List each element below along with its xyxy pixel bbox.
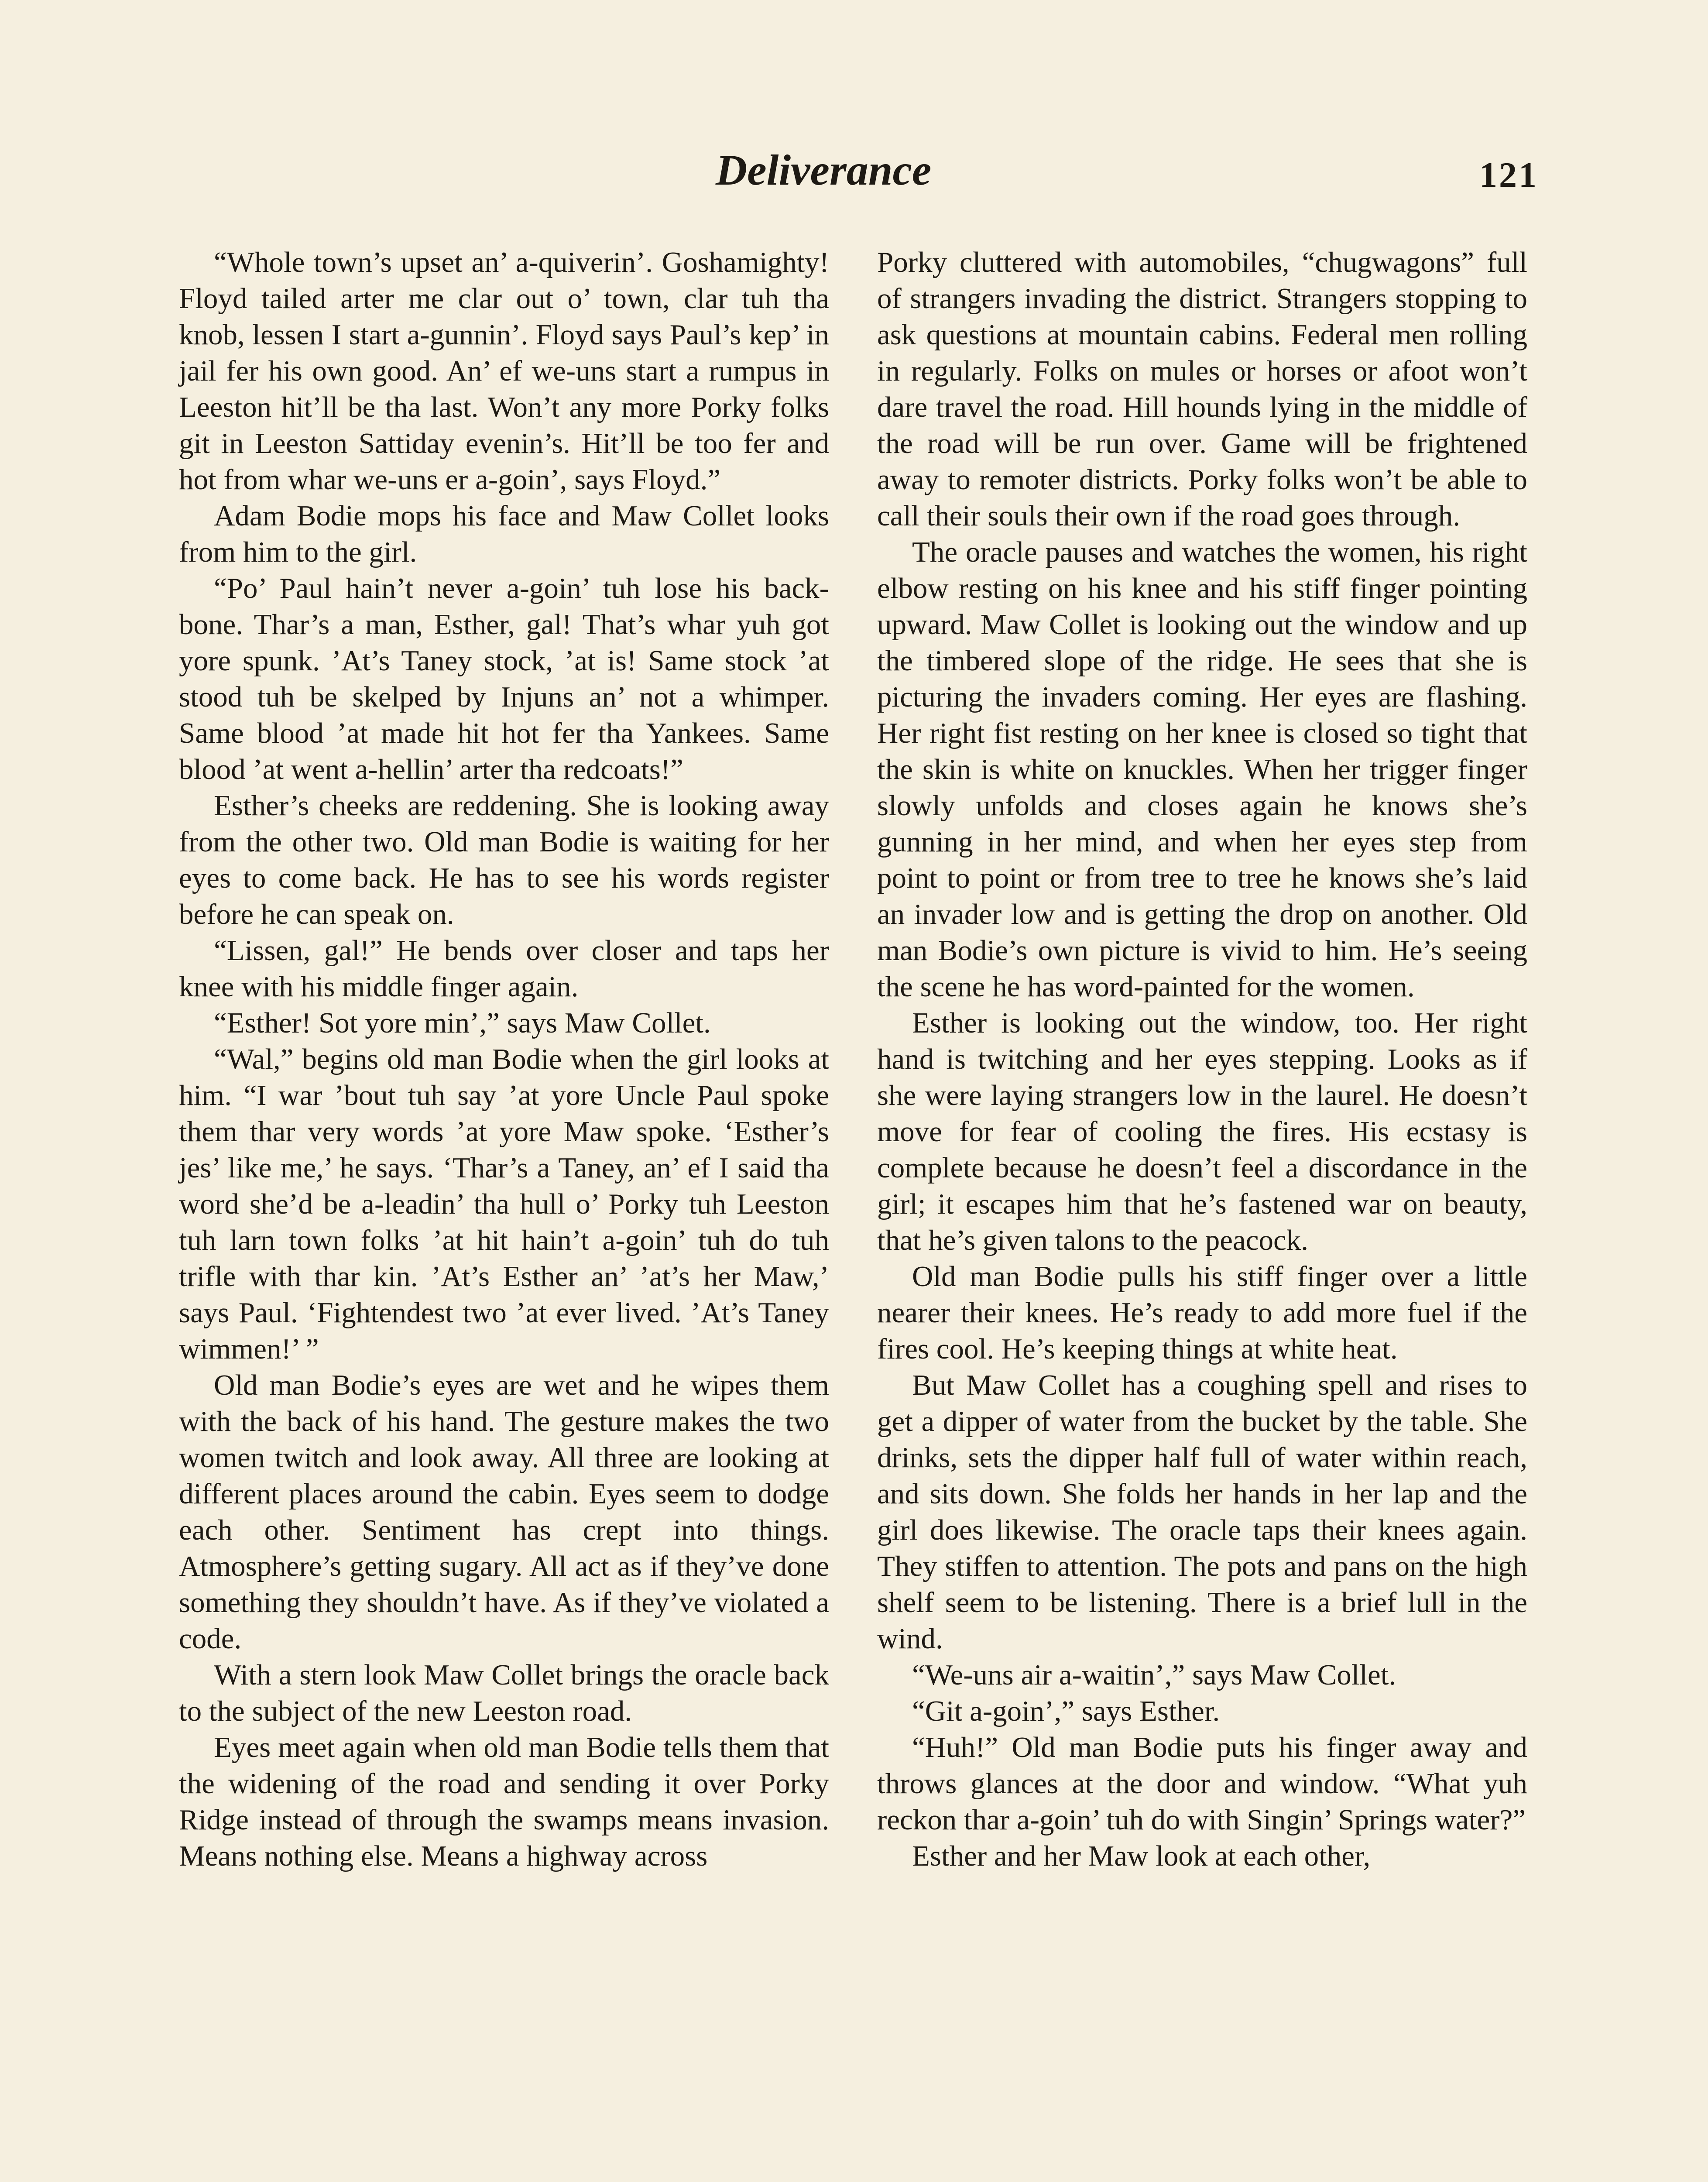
- page-number: 121: [1479, 155, 1538, 195]
- paragraph-continuation: Porky cluttered with automobiles, “chugwagons” full of strangers invading the district. Strangers stopping to ask questions at mountain cabins. Federal men rolling in regularly. Folks on mules or horses or afoot won’t dare travel the road. Hill hounds lying in the middle of the road will be run over. Game will be frightened away to remoter districts. Porky folks won’t be able to call their souls their own if the road goes through.: [877, 246, 1527, 532]
- paragraph: Esther and her Maw look at each other,: [912, 1840, 1371, 1872]
- left-column: [179, 244, 829, 1874]
- paragraph: Esther is looking out the window, too. Her right hand is twitching and her eyes stepping. Looks as if she were laying strangers low in the laurel. He doesn’t move for fear of cooling the fires. His ecstasy is complete because he doesn’t feel a discordance in the girl; it escapes him that he’s fastened war on beauty, that he’s given talons to the peacock.: [877, 1007, 1527, 1256]
- paragraph: Old man Bodie pulls his stiff finger over a little nearer their knees. He’s ready to add more fuel if the fires cool. He’s keeping things at white heat.: [877, 1260, 1527, 1365]
- paragraph: “Lissen, gal!” He bends over closer and taps her knee with his middle finger again.: [179, 934, 829, 1003]
- paragraph: Esther’s cheeks are reddening. She is looking away from the other two. Old man Bodie is waiting for her eyes to come back. He has to see his words register before he can speak on.: [179, 789, 829, 930]
- paragraph: “Git a-goin’,” says Esther.: [912, 1695, 1220, 1727]
- paragraph: “Po’ Paul hain’t never a-goin’ tuh lose his back-bone. Thar’s a man, Esther, gal! That’s whar yuh got yore spunk. ’At’s Taney stock, ’at is! Same stock ’at stood tuh be skelped by Injuns an’ not a whimper. Same blood ’at made hit hot fer tha Yankees. Same blood ’at went a-hellin’ arter tha redcoats!”: [179, 572, 829, 786]
- paragraph: The oracle pauses and watches the women, his right elbow resting on his knee and his stiff finger pointing upward. Maw Collet is looking out the window and up the timbered slope of the ridge. He sees that she is picturing the invaders coming. Her eyes are flashing. Her right fist resting on her knee is closed so tight that the skin is white on knuckles. When her trigger finger slowly unfolds and closes again he knows she’s gunning in her mind, and when her eyes step from point to point or from tree to tree he knows she’s laid an invader low and is getting the drop on another. Old man Bodie’s own picture is vivid to him. He’s seeing the scene he has word-painted for the women.: [877, 536, 1527, 1003]
- paragraph: “Esther! Sot yore min’,” says Maw Collet.: [214, 1007, 711, 1039]
- paragraph: “Huh!” Old man Bodie puts his finger away and throws glances at the door and window. “What yuh reckon thar a-goin’ tuh do with Singin’ Springs water?”: [877, 1731, 1527, 1836]
- right-column: [877, 244, 1527, 1874]
- paragraph: Eyes meet again when old man Bodie tells them that the widening of the road and sending it over Porky Ridge instead of through the swamps means invasion. Means nothing else. Means a highway across: [179, 1731, 829, 1872]
- paragraph: “We-uns air a-waitin’,” says Maw Collet.: [912, 1659, 1396, 1691]
- paragraph: “Wal,” begins old man Bodie when the girl looks at him. “I war ’bout tuh say ’at yore Uncle Paul spoke them thar very words ’at yore Maw spoke. ‘Esther’s jes’ like me,’ he says. ‘Thar’s a Taney, an’ ef I said tha word she’d be a-leadin’ tha hull o’ Porky tuh Leeston tuh larn town folks ’at hit hain’t a-goin’ tuh do tuh trifle with thar kin. ’At’s Esther an’ ’at’s her Maw,’ says Paul. ‘Fightendest two ’at ever lived. ’At’s Taney wimmen!’ ”: [179, 1043, 829, 1365]
- paragraph: With a stern look Maw Collet brings the oracle back to the subject of the new Leeston road.: [179, 1659, 829, 1727]
- page-title: Deliverance: [716, 146, 932, 194]
- paragraph: “Whole town’s upset an’ a-quiverin’. Goshamighty! Floyd tailed arter me clar out o’ town, clar tuh tha knob, lessen I start a-gunnin’. Floyd says Paul’s kep’ in jail fer his own good. An’ ef we-uns start a rumpus in Leeston hit’ll be tha last. Won’t any more Porky folks git in Leeston Sattiday evenin’s. Hit’ll be too fer and hot from whar we-uns er a-goin’, says Floyd.”: [179, 246, 829, 496]
- paragraph: Adam Bodie mops his face and Maw Collet looks from him to the girl.: [179, 500, 829, 568]
- paragraph: Old man Bodie’s eyes are wet and he wipes them with the back of his hand. The gesture makes the two women twitch and look away. All three are looking at different places around the cabin. Eyes seem to dodge each other. Sentiment has crept into things. Atmosphere’s getting sugary. All act as if they’ve done something they shouldn’t have. As if they’ve violated a code.: [179, 1369, 829, 1655]
- paragraph: But Maw Collet has a coughing spell and rises to get a dipper of water from the bucket by the table. She drinks, sets the dipper half full of water within reach, and sits down. She folds her hands in her lap and the girl does likewise. The oracle taps their knees again. They stiffen to attention. The pots and pans on the high shelf seem to be listening. There is a brief lull in the wind.: [877, 1369, 1527, 1655]
